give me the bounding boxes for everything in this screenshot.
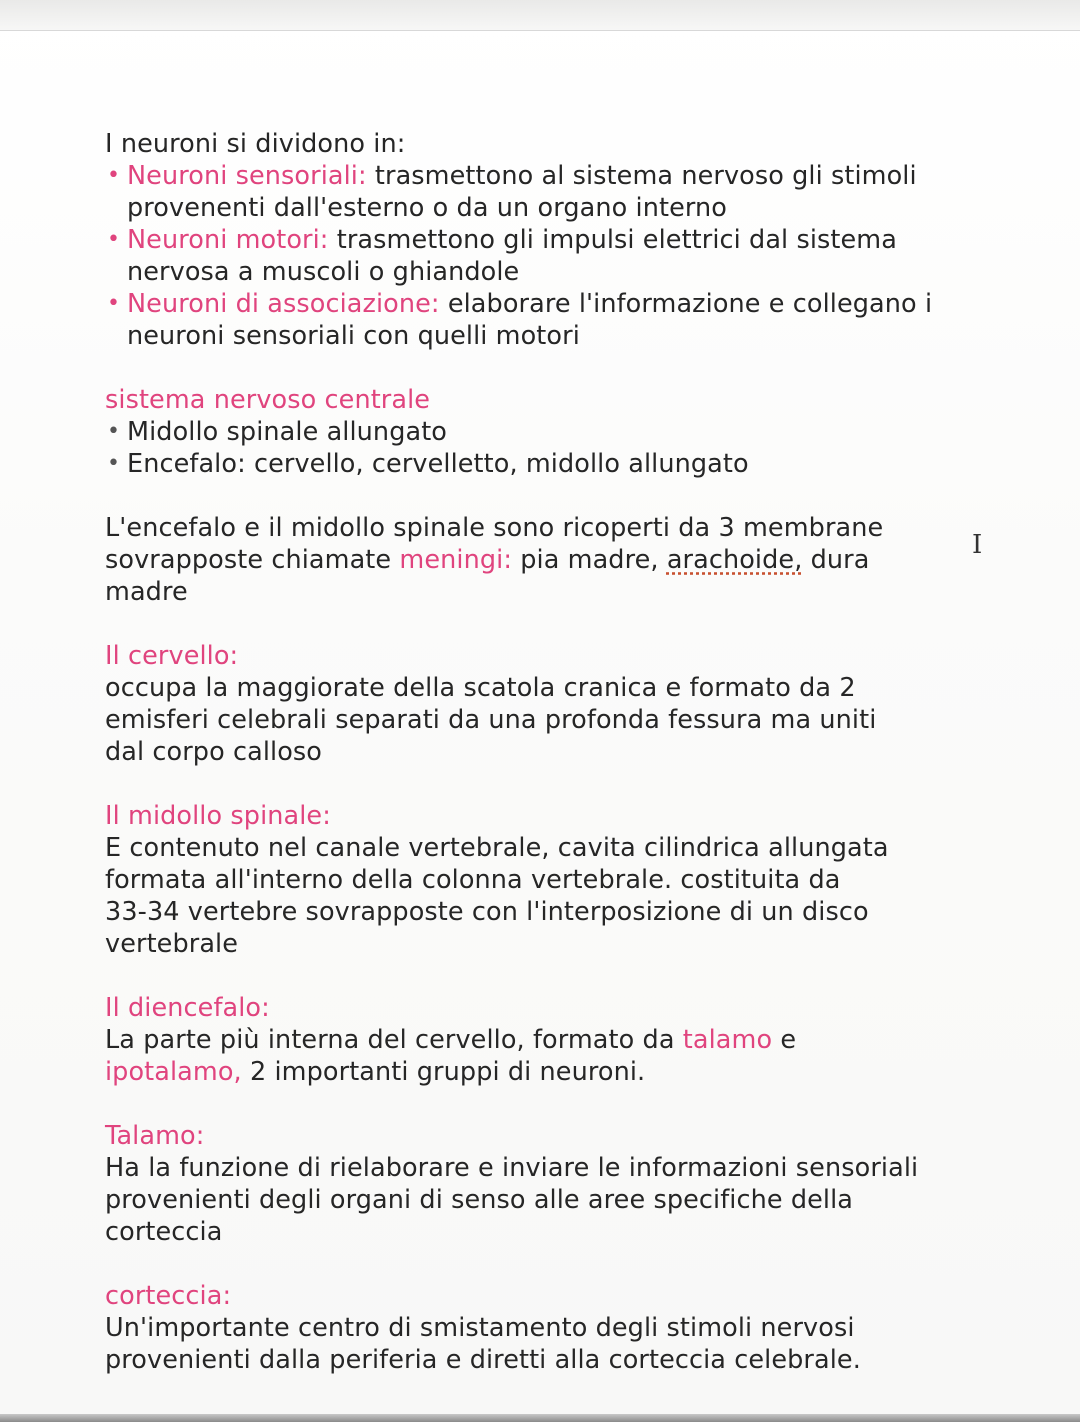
paragraph-line: ipotalamo, 2 importanti gruppi di neuroni.	[105, 1057, 646, 1087]
snc-list	[105, 416, 1005, 480]
paragraph-line: corteccia	[105, 1217, 223, 1247]
paragraph-line: formata all'interno della colonna vertebrale. costituita da	[105, 865, 841, 895]
meningi-line-3: madre	[105, 577, 188, 607]
meningi-section	[105, 512, 1005, 608]
meningi-line-2: sovrapposte chiamate meningi: pia madre, arachoide, dura	[105, 545, 870, 575]
paragraph-line: E contenuto nel canale vertebrale, cavita cilindrica allungata	[105, 833, 889, 863]
paragraph-line: provenienti dalla periferia e diretti alla corteccia celebrale.	[105, 1345, 861, 1375]
page-top-edge	[0, 0, 1080, 31]
midollo-heading: Il midollo spinale:	[105, 801, 331, 831]
term-talamo: talamo	[682, 1025, 773, 1055]
term-associazione: Neuroni di associazione:	[127, 289, 440, 319]
term-meningi: meningi:	[399, 545, 513, 575]
paragraph-line: provenienti degli organi di senso alle aree specifiche della	[105, 1185, 854, 1215]
paragraph-line: vertebrale	[105, 929, 239, 959]
snc-section	[105, 384, 1005, 480]
term-sensoriali: Neuroni sensoriali:	[127, 161, 367, 191]
desc-sensoriali-2: provenenti dall'esterno o da un organo interno	[127, 193, 727, 223]
desc-associazione-1: elaborare l'informazione e collegano i	[439, 289, 933, 319]
talamo-heading: Talamo:	[105, 1121, 205, 1151]
diencefalo-heading: Il diencefalo:	[105, 993, 270, 1023]
meningi-line-1: L'encefalo e il midollo spinale sono ricoperti da 3 membrane	[105, 513, 884, 543]
cervello-section	[105, 640, 1005, 768]
paragraph-line: Ha la funzione di rielaborare e inviare le informazioni sensoriali	[105, 1153, 919, 1183]
paragraph-line: Un'importante centro di smistamento degli stimoli nervosi	[105, 1313, 855, 1343]
page-bottom-edge	[0, 1414, 1080, 1422]
cervello-heading: Il cervello:	[105, 641, 239, 671]
paragraph-line: emisferi celebrali separati da una profonda fessura ma uniti	[105, 705, 877, 735]
paragraph-line: dal corpo calloso	[105, 737, 323, 767]
desc-sensoriali-1: trasmettono al sistema nervoso gli stimoli	[366, 161, 917, 191]
paragraph-line: occupa la maggiorate della scatola cranica e formato da 2	[105, 673, 856, 703]
desc-associazione-2: neuroni sensoriali con quelli motori	[127, 321, 580, 351]
desc-motori-1: trasmettono gli impulsi elettrici dal sistema	[328, 225, 897, 255]
paragraph-line: La parte più interna del cervello, formato da talamo e	[105, 1025, 797, 1055]
desc-motori-2: nervosa a muscoli o ghiandole	[127, 257, 520, 287]
intro-lead: I neuroni si dividono in:	[105, 129, 406, 159]
term-ipotalamo: ipotalamo,	[105, 1057, 242, 1087]
list-item	[105, 224, 1005, 288]
text-cursor-icon: I	[972, 530, 983, 560]
list-item: • Midollo spinale allungato	[105, 416, 1005, 448]
diencefalo-section	[105, 992, 1005, 1088]
list-item	[105, 160, 1005, 224]
midollo-section	[105, 800, 1005, 960]
corteccia-section	[105, 1280, 1005, 1376]
list-item: • Encefalo: cervello, cervelletto, midollo allungato	[105, 448, 1005, 480]
neuron-types-section	[105, 128, 1005, 352]
corteccia-heading: corteccia:	[105, 1281, 232, 1311]
list-item	[105, 288, 1005, 352]
spellcheck-word: arachoide,	[666, 545, 803, 575]
term-motori: Neuroni motori:	[127, 225, 329, 255]
paragraph-line: 33-34 vertebre sovrapposte con l'interposizione di un disco	[105, 897, 869, 927]
snc-heading: sistema nervoso centrale	[105, 385, 431, 415]
notes-content	[105, 128, 1005, 1408]
talamo-section	[105, 1120, 1005, 1248]
neuron-types-list	[105, 160, 1005, 352]
